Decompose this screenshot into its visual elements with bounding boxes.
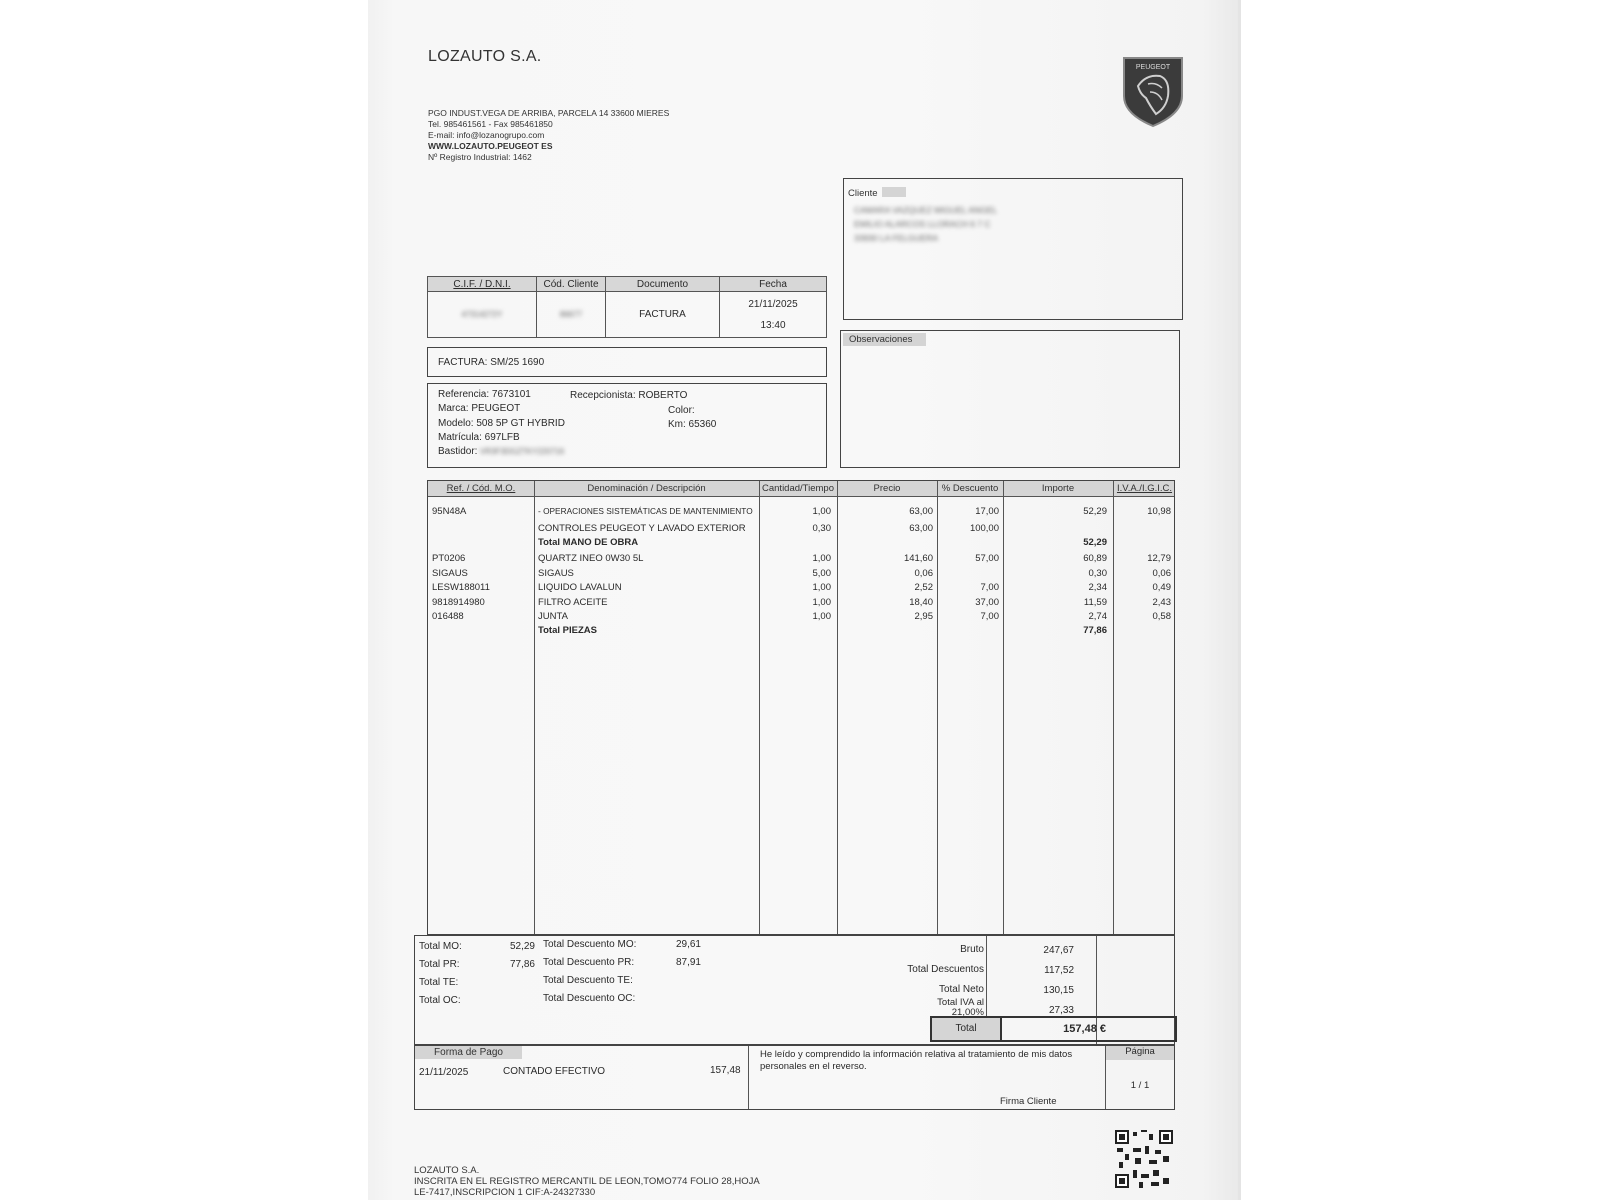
col-header-ref: Ref. / Cód. M.O.: [446, 483, 516, 494]
grand-total-value: 157,48 €: [1063, 1023, 1106, 1035]
item-discount: 100,00: [969, 523, 999, 534]
client-code-value: 86677: [559, 310, 583, 319]
payment-amount: 157,48: [710, 1065, 741, 1076]
table-row: [428, 567, 1174, 581]
gross-label: Bruto: [960, 944, 984, 955]
summary-label: Total OC:: [419, 995, 461, 1006]
col-header-price: Precio: [873, 483, 901, 494]
item-ref: 9818914980: [432, 597, 485, 608]
item-quantity: 1,00: [812, 553, 831, 564]
client-signature-label: Firma Cliente: [1000, 1096, 1057, 1107]
summary-label: Total TE:: [419, 977, 459, 988]
item-amount: 2,34: [1088, 582, 1107, 593]
item-quantity: 1,00: [812, 582, 831, 593]
document-info-table: [427, 276, 827, 338]
item-quantity: 1,00: [812, 506, 831, 517]
company-phone-fax: Tel. 985461561 - Fax 985461850: [428, 119, 553, 129]
header-cif: C.I.F. / D.N.I.: [428, 277, 537, 292]
footer-company: LOZAUTO S.A.: [414, 1165, 480, 1176]
items-table: [427, 480, 1175, 935]
item-ref: LESW188011: [432, 582, 490, 593]
company-name: LOZAUTO S.A.: [428, 48, 542, 65]
vehicle-color: Color:: [668, 405, 695, 416]
summary-discount-label: Total Descuento MO:: [543, 939, 637, 950]
item-price: 2,52: [914, 582, 933, 593]
vehicle-info-box: [427, 383, 827, 468]
vat-label-line: Total IVA al: [937, 997, 984, 1008]
label-shade: [882, 187, 906, 197]
item-amount: 2,74: [1088, 611, 1107, 622]
net-total-value: 130,15: [1043, 985, 1074, 996]
item-price: 63,00: [909, 523, 933, 534]
logo-text: PEUGEOT: [1135, 64, 1171, 71]
item-description: Total PIEZAS: [538, 625, 597, 636]
header-client-code: Cód. Cliente: [537, 277, 606, 292]
item-amount: 11,59: [1083, 597, 1107, 608]
item-description: LIQUIDO LAVALUN: [538, 582, 622, 593]
summary-divider: [986, 936, 987, 1018]
vat-rate: 21,00%: [951, 1007, 984, 1018]
payment-method-label: Forma de Pago: [415, 1046, 522, 1059]
summary-discount-label: Total Descuento TE:: [543, 975, 633, 986]
payment-divider: [748, 1046, 749, 1109]
item-description: JUNTA: [538, 611, 568, 622]
subtotal-row: [428, 536, 1174, 550]
document-date: 21/11/2025: [748, 298, 798, 310]
cif-value: 47314272Y: [461, 310, 503, 319]
invoice-number: FACTURA: SM/25 1690: [438, 357, 545, 368]
total-discounts-label: Total Descuentos: [907, 964, 984, 975]
client-line: EMILIO ALARCOS LLORACH 6 7 C: [854, 219, 991, 229]
client-box: [843, 178, 1183, 320]
col-header-amount: Importe: [1041, 483, 1075, 494]
page-label: Página: [1106, 1046, 1174, 1060]
total-discounts-value: 117,52: [1044, 965, 1074, 976]
table-row: [428, 505, 1174, 519]
summary-value: 77,86: [509, 959, 535, 970]
document-time: 13:40: [760, 319, 786, 331]
summary-label: Total PR:: [419, 959, 460, 970]
item-vat: 0,06: [1152, 568, 1171, 579]
item-discount: 7,00: [980, 611, 999, 622]
summary-value: 52,29: [509, 941, 535, 952]
footer-registry-line: INSCRITA EN EL REGISTRO MERCANTIL DE LEON,TOMO774 FOLIO 28,HOJA: [414, 1176, 760, 1187]
company-email: E-mail: info@lozanogrupo.com: [428, 130, 545, 140]
table-row: [428, 522, 1174, 536]
vehicle-reference: Referencia: 7673101: [438, 389, 531, 400]
summary-discount-value: 87,91: [675, 957, 701, 968]
table-row: [428, 581, 1174, 595]
payment-method: CONTADO EFECTIVO: [503, 1066, 606, 1077]
invoice-number-box: [427, 347, 827, 377]
vehicle-brand: Marca: PEUGEOT: [438, 403, 521, 414]
payment-date: 21/11/2025: [419, 1067, 469, 1078]
col-header-vat: I.V.A./I.G.I.C.: [1116, 483, 1173, 494]
observations-label: Observaciones: [843, 333, 926, 346]
summary-box: [414, 935, 1175, 1045]
item-amount: 52,29: [1083, 506, 1107, 517]
item-discount: 57,00: [975, 553, 999, 564]
item-vat: 0,58: [1152, 611, 1171, 622]
table-row: [428, 610, 1174, 624]
header-date: Fecha: [720, 277, 827, 292]
qr-code-icon: [1115, 1128, 1173, 1190]
item-ref: 016488: [432, 611, 464, 622]
item-price: 2,95: [914, 611, 933, 622]
vehicle-plate: Matrícula: 697LFB: [438, 432, 520, 443]
item-amount: 52,29: [1083, 537, 1107, 548]
item-description: CONTROLES PEUGEOT Y LAVADO EXTERIOR: [538, 523, 746, 534]
col-header-description: Denominación / Descripción: [587, 483, 706, 494]
company-address: PGO INDUST.VEGA DE ARRIBA, PARCELA 14 33600 MIERES: [428, 108, 670, 118]
vehicle-vin-label: Bastidor:: [438, 446, 478, 457]
privacy-notice: He leído y comprendido la información relativa al tratamiento de mis datos personales en el reverso.: [760, 1049, 1073, 1072]
company-website: WWW.LOZAUTO.PEUGEOT ES: [428, 141, 553, 151]
item-description: Total MANO DE OBRA: [538, 537, 639, 548]
client-details: [854, 203, 997, 245]
item-description: SIGAUS: [538, 568, 574, 579]
col-header-discount: % Descuento: [941, 483, 999, 494]
item-vat: 0,49: [1152, 582, 1171, 593]
subtotal-row: [428, 624, 1174, 638]
item-price: 18,40: [909, 597, 933, 608]
net-total-label: Total Neto: [938, 984, 984, 995]
item-ref: 95N48A: [432, 506, 467, 517]
client-line: CAMARA VAZQUEZ MIGUEL ANGEL: [854, 205, 998, 215]
item-quantity: 1,00: [812, 597, 831, 608]
item-description: FILTRO ACEITE: [538, 597, 608, 608]
summary-discount-label: Total Descuento OC:: [543, 993, 636, 1004]
item-ref: PT0206: [432, 553, 466, 564]
items-table-header: [428, 481, 1174, 497]
legal-footer: [414, 1165, 760, 1198]
item-quantity: 1,00: [812, 611, 831, 622]
receptionist: Recepcionista: ROBERTO: [570, 390, 688, 401]
item-description: - OPERACIONES SISTEMÁTICAS DE MANTENIMIENTO: [538, 506, 753, 516]
item-description: QUARTZ INEO 0W30 5L: [538, 553, 644, 564]
table-row: [428, 596, 1174, 610]
summary-discount-label: Total Descuento PR:: [543, 957, 635, 968]
grand-total-label: Total: [932, 1018, 1002, 1040]
page-number: 1 / 1: [1130, 1080, 1150, 1091]
vehicle-km: Km: 65360: [668, 419, 717, 430]
observations-box: [840, 330, 1180, 468]
item-vat: 2,43: [1152, 597, 1171, 608]
client-label: Cliente: [848, 188, 878, 199]
item-vat: 10,98: [1147, 506, 1171, 517]
company-address-block: [428, 108, 669, 163]
item-price: 141,60: [903, 553, 933, 564]
col-header-quantity: Cantidad/Tiempo: [762, 483, 834, 494]
summary-label: Total MO:: [419, 941, 462, 952]
client-line: 33930 LA FELGUERA: [854, 233, 939, 243]
item-price: 63,00: [909, 506, 933, 517]
grand-total-box: [930, 1016, 1177, 1042]
item-quantity: 5,00: [812, 568, 831, 579]
item-quantity: 0,30: [812, 523, 831, 534]
table-row: [428, 552, 1174, 566]
item-discount: 7,00: [980, 582, 999, 593]
item-price: 0,06: [914, 568, 933, 579]
gross-value: 247,67: [1043, 945, 1074, 956]
item-discount: 17,00: [975, 506, 999, 517]
summary-discount-value: 29,61: [675, 939, 701, 950]
peugeot-lion-shield-icon: [1120, 52, 1186, 128]
vehicle-model: Modelo: 508 5P GT HYBRID: [438, 418, 565, 429]
vat-value: 27,33: [1048, 1005, 1074, 1016]
vehicle-vin: VR3F3DGZTKY220716: [480, 447, 565, 456]
item-discount: 37,00: [975, 597, 999, 608]
item-amount: 0,30: [1088, 568, 1107, 579]
item-amount: 77,86: [1083, 625, 1107, 636]
payment-box: [414, 1045, 1175, 1110]
item-vat: 12,79: [1147, 553, 1171, 564]
vat-label: [937, 998, 984, 1018]
company-registry: Nº Registro Industrial: 1462: [428, 152, 532, 162]
footer-registry-line: LE-7417,INSCRIPCION 1 CIF:A-24327330: [414, 1187, 596, 1198]
header-document: Documento: [606, 277, 720, 292]
item-ref: SIGAUS: [432, 568, 468, 579]
item-amount: 60,89: [1083, 553, 1107, 564]
document-type: FACTURA: [606, 292, 720, 338]
